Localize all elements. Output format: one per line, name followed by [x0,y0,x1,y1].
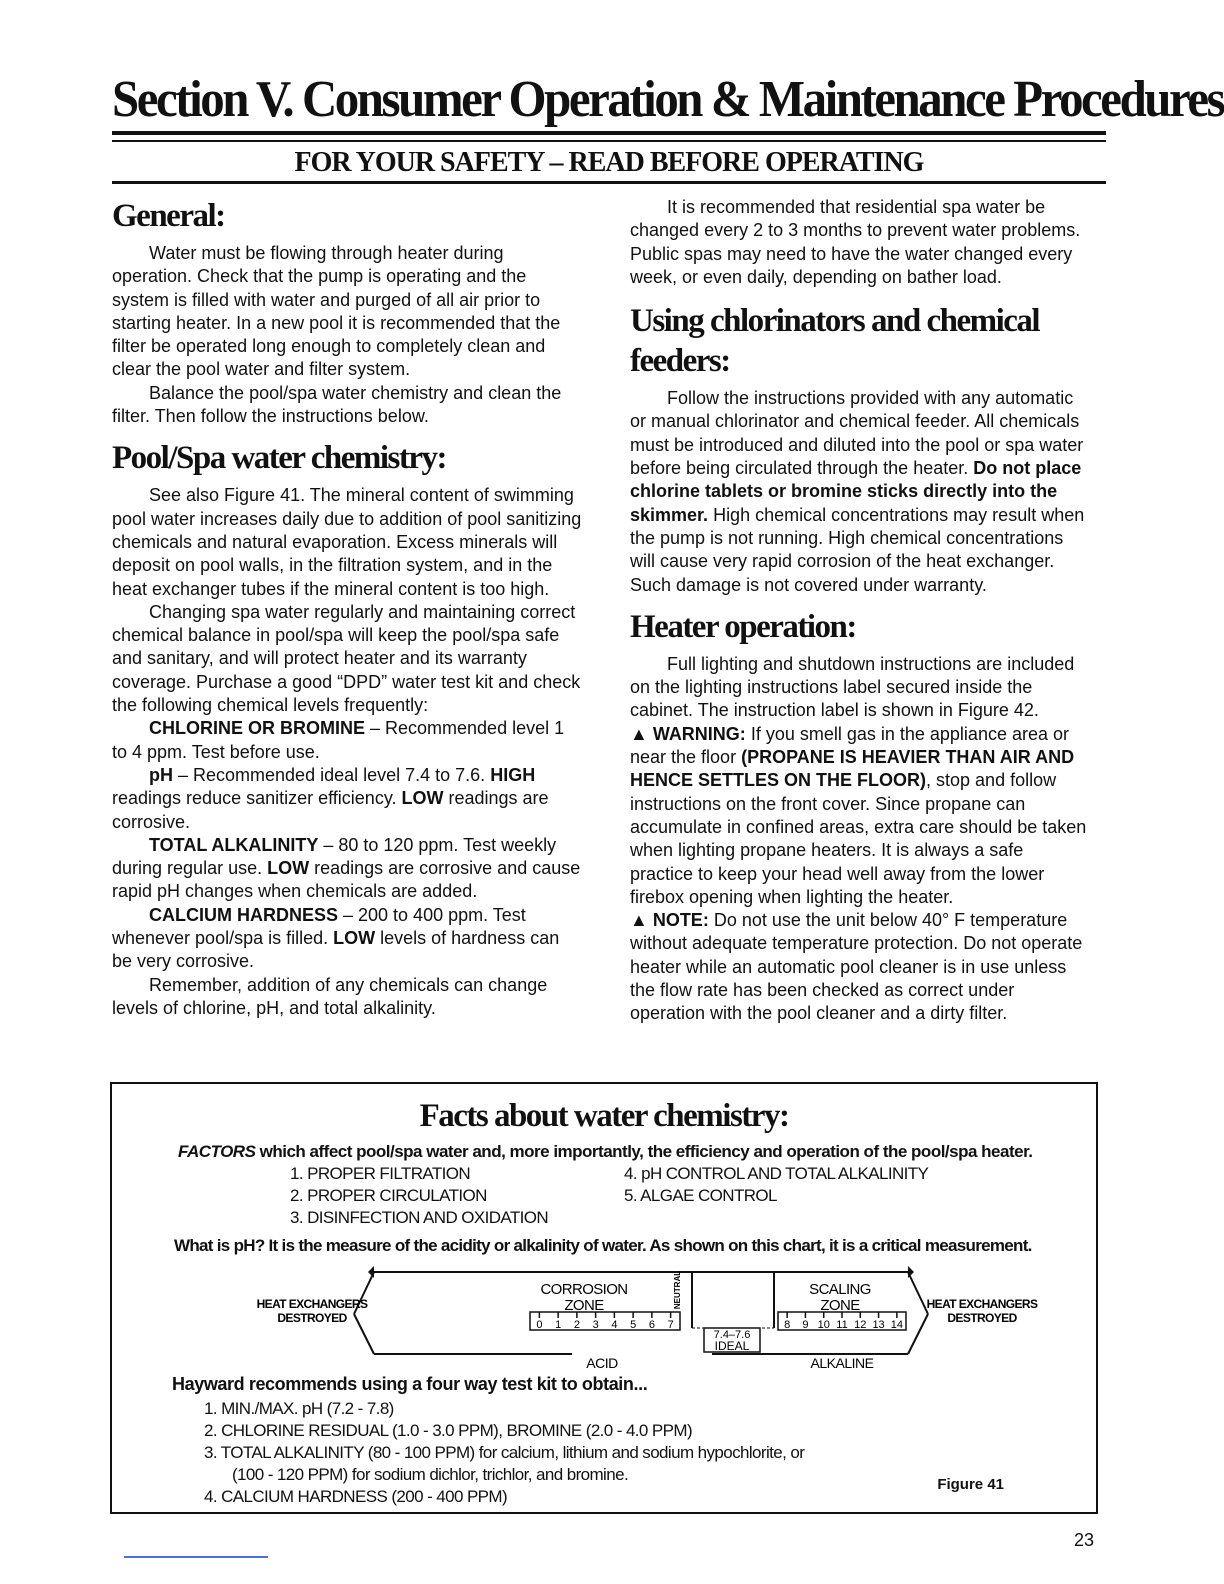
acid-tick-label: 6 [648,1319,655,1331]
scaling-label: SCALING [809,1281,871,1298]
alkaline-tick-label: 10 [817,1319,830,1331]
alkalinity-label: TOTAL ALKALINITY [149,834,319,855]
corrosion-label: ZONE [564,1297,604,1314]
ph-chart-left-edge [354,1314,374,1354]
propane-warning: (PROPANE IS HEAVIER THAN AIR AND HENCE SETTLES ON THE FLOOR) [630,747,1075,791]
calcium-text-2: levels of hardness can be very corrosive. [112,928,560,972]
recommend-item: (100 - 120 PPM) for sodium dichlor, trichlor, and bromine. [232,1465,629,1484]
recommend-item: 2. CHLORINE RESIDUAL (1.0 - 3.0 PPM), BROMINE (2.0 - 4.0 PPM) [204,1421,693,1440]
right-outer-label: HEAT EXCHANGERS [926,1297,1038,1311]
factor-item: 4. pH CONTROL AND TOTAL ALKALINITY [624,1164,929,1183]
chemistry-paragraph-2: Changing spa water regularly and maintaining correct chemical balance in pool/spa will keep the pool/spa safe and sanitary, and will protect heater and its warranty coverage. Purchase a good “DPD” water test kit and check the following chemical levels frequently: [112,601,581,716]
calcium-paragraph [112,904,582,974]
heater-paragraph: Full lighting and shutdown instructions are included on the lighting instructions label secured inside the cabinet. The instruction label is shown in Figure 42. [630,653,1075,721]
recommend-heading: Hayward recommends using a four way test kit to obtain... [172,1374,648,1394]
calcium-low: LOW [333,928,376,949]
facts-intro [178,1142,1032,1162]
note-paragraph [630,909,1090,1025]
acid-tick-label: 2 [573,1319,580,1331]
warning-paragraph [630,723,1090,909]
ph-chart-right-edge [908,1314,928,1354]
factor-item: 2. PROPER CIRCULATION [290,1186,487,1205]
heater-operation-heading: Heater operation: [630,608,856,645]
left-column [112,196,582,1020]
ideal-range-label: 7.4–7.6 [713,1329,751,1341]
page-number: 23 [1073,1530,1094,1550]
feeders-heading: Using chlorinators and chemical feeders: [630,303,1040,380]
note-label: ▲ NOTE: [630,910,709,931]
left-outer-label: HEAT EXCHANGERS [256,1297,368,1311]
general-heading: General: [112,198,225,234]
subtitle-rule [112,181,1106,184]
chlorine-label: CHLORINE OR BROMINE [149,718,365,739]
alkaline-tick-label: 8 [784,1319,791,1331]
feeders-paragraph [630,387,1090,597]
ph-low: LOW [401,788,444,809]
factor-item: 3. DISINFECTION AND OXIDATION [290,1208,549,1227]
acid-tick-label: 0 [536,1319,543,1331]
ph-paragraph [112,764,582,834]
left-outer-label: DESTROYED [277,1311,347,1325]
ph-question: What is pH? It is the measure of the acidity or alkalinity of water. As shown on this chart, it is a critical measurement. [174,1236,1032,1255]
safety-subtitle: FOR YOUR SAFETY – READ BEFORE OPERATING [294,147,924,178]
calcium-text-1: – 200 to 400 ppm. Test whenever pool/spa is filled. [112,904,526,949]
note-text: Do not use the unit below 40° F temperature without adequate temperature protection. Do not operate heater while an automatic pool cleaner is in use unless the flow rate has been checked as correct under operation with the pool cleaner and a dirty filter. [630,910,1083,1024]
alkalinity-text-1: – 80 to 120 ppm. Test weekly during regular use. [112,834,557,879]
ph-label: pH [149,764,173,785]
alkalinity-low: LOW [267,858,310,879]
chemistry-heading: Pool/Spa water chemistry: [112,440,446,477]
right-outer-label: DESTROYED [947,1311,1017,1325]
acid-ticks [536,1312,673,1331]
chlorine-paragraph [112,717,582,764]
calcium-label: CALCIUM HARDNESS [149,904,338,925]
general-paragraph-1: Water must be flowing through heater during operation. Check that the pump is operating and the system is filled with water and purged of all air prior to starting heater. In a new pool it is recommended that the filter be operated long enough to completely clean and clear the pool water and filter system. [112,243,561,380]
ph-chart [256,1262,1038,1372]
acid-tick-label: 5 [630,1319,637,1331]
recommend-item: 1. MIN./MAX. pH (7.2 - 7.8) [204,1399,394,1418]
alkalinity-text-2: readings are corrosive and cause rapid pH changes when chemicals are added. [112,858,581,902]
acid-tick-label: 3 [592,1319,599,1331]
acid-tick-label: 4 [611,1319,618,1331]
alkaline-tick-label: 14 [890,1319,903,1331]
page-title: Section V. Consumer Operation & Maintenance Procedures [112,71,1224,128]
acid-tick-label: 7 [667,1319,674,1331]
alkaline-tick-label: 12 [854,1319,867,1331]
ph-high: HIGH [490,764,536,785]
feeders-warning: Do not place chlorine tablets or bromine sticks directly into the skimmer. [630,458,1082,525]
feeders-text-2: High chemical concentrations may result when the pump is not running. High chemical concentrations will cause very rapid corrosion of the heat exchanger. Such damage is not covered under warranty. [630,504,1085,595]
factor-item: 1. PROPER FILTRATION [290,1164,471,1183]
facts-title: Facts about water chemistry: [419,1098,789,1134]
factor-item: 5. ALGAE CONTROL [624,1186,777,1205]
ideal-label: IDEAL [714,1339,750,1353]
warning-label: ▲ WARNING: [630,723,746,744]
alkaline-ticks [784,1312,903,1331]
alkaline-tick-label: 9 [802,1319,809,1331]
figure-label: Figure 41 [937,1476,1004,1493]
ph-text-2: readings reduce sanitizer efficiency. [112,788,402,809]
alkaline-label: ALKALINE [810,1355,874,1371]
title-rule-thick [112,131,1106,135]
ph-text-3: readings are corrosive. [112,788,549,832]
remember-paragraph: Remember, addition of any chemicals can change levels of chlorine, pH, and total alkalinity. [112,974,548,1018]
chlorine-text: – Recommended level 1 to 4 ppm. Test before use. [112,718,565,762]
acid-label: ACID [586,1355,618,1371]
chemistry-paragraph-1: See also Figure 41. The mineral content of swimming pool water increases daily due to addition of pool sanitizing chemicals and natural evaporation. Excess minerals will deposit on pool walls, in the filtration system, and in the heat exchanger tubes if the mineral content is too high. [112,485,582,599]
acid-tick-label: 1 [555,1319,562,1331]
recommend-item: 4. CALCIUM HARDNESS (200 - 400 PPM) [204,1487,508,1506]
alkalinity-paragraph [112,834,582,904]
ph-text-1: – Recommended ideal level 7.4 to 7.6. [173,764,491,785]
facts-box [110,1082,1098,1514]
bottom-link-underline [124,1556,268,1558]
scaling-label: ZONE [820,1297,860,1314]
feeders-text-1: Follow the instructions provided with any automatic or manual chlorinator and chemical feeder. All chemicals must be introduced and diluted into the pool or spa water before being circulated through the heater. [630,388,1084,479]
alkaline-tick-label: 13 [872,1319,885,1331]
ph-chart-right-edge [908,1272,928,1314]
facts-intro-factors: FACTORS [178,1142,256,1161]
warning-text-1: If you smell gas in the appliance area or near the floor [630,723,1069,768]
neutral-label: NEUTRAL [673,1270,682,1310]
ph-chart-acid-scale [530,1312,680,1330]
alkaline-tick-label: 11 [836,1319,848,1331]
spa-water-paragraph: It is recommended that residential spa water be changed every 2 to 3 months to prevent water problems. Public spas may need to have the water changed every week, or even daily, depending on bather load. [630,197,1081,287]
recommend-item: 3. TOTAL ALKALINITY (80 - 100 PPM) for calcium, lithium and sodium hypochlorite, or [204,1443,805,1462]
title-rule-thin [112,140,1106,142]
facts-intro-text: which affect pool/spa water and, more importantly, the efficiency and operation of the pool/spa heater. [255,1142,1033,1161]
corrosion-label: CORROSION [540,1281,628,1298]
warning-text-2: , stop and follow instructions on the front cover. Since propane can accumulate in confined areas, extra care should be taken when lighting propane heaters. It is always a safe practice to keep your head well away from the lower firebox opening when lighting the heater. [630,770,1087,907]
general-paragraph-2: Balance the pool/spa water chemistry and clean the filter. Then follow the instructions below. [112,382,562,427]
right-column [630,196,1090,1026]
